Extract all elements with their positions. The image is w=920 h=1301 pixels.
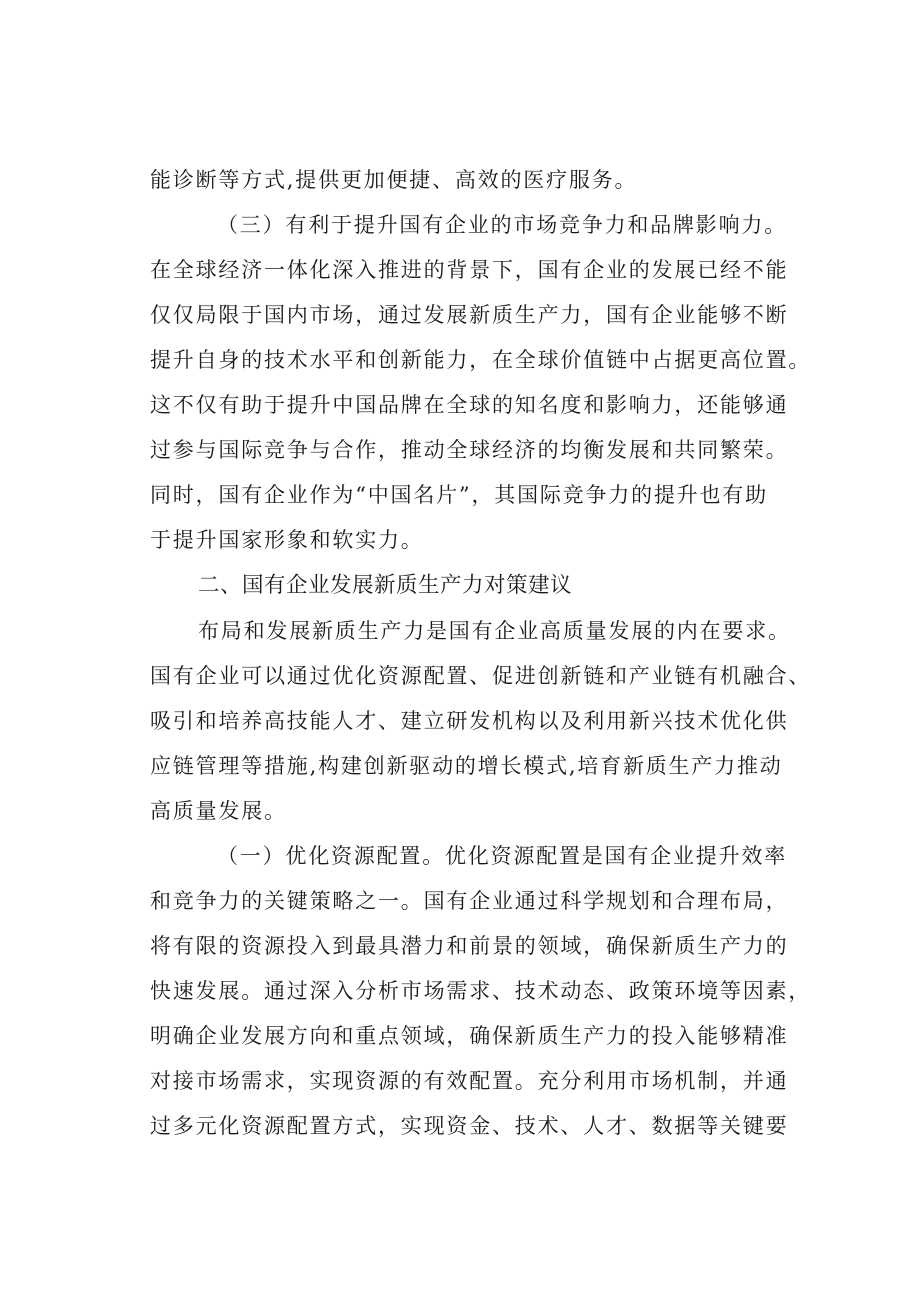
section-heading-3: （三）有利于提升国有企业的市场竞争力和品牌影响力。 [217,213,787,237]
text-line: 这不仅有助于提升中国品牌在全球的知名度和影响力，还能够通 [150,393,789,417]
text-line: 仅仅局限于国内市场，通过发展新质生产力，国有企业能够不断 [150,303,789,327]
text-line: 明确企业发展方向和重点领域，确保新质生产力的投入能够精准 [150,1024,789,1048]
text-line: 高质量发展。 [150,799,287,823]
text-line: 应链管理等措施,构建创新驱动的增长模式,培育新质生产力推动 [150,754,783,778]
text-line: 国有企业可以通过优化资源配置、促进创新链和产业链有机融合、 [150,664,812,688]
section-heading-1: （一）优化资源配置。优化资源配置是国有企业提升效率 [217,844,787,868]
text-line: 同时，国有企业作为“中国名片”，其国际竞争力的提升也有助 [150,483,768,507]
text-line: 能诊断等方式,提供更加便捷、高效的医疗服务。 [150,168,638,192]
text-line: 将有限的资源投入到最具潜力和前景的领域，确保新质生产力的 [150,934,789,958]
chapter-heading: 二、国有企业发展新质生产力对策建议 [198,573,573,598]
text-line: 提升自身的技术水平和创新能力，在全球价值链中占据更高位置。 [150,348,812,372]
text-line: 和竞争力的关键策略之一。国有企业通过科学规划和合理布局， [150,889,789,913]
text-line: 快速发展。通过深入分析市场需求、技术动态、政策环境等因素， [150,979,812,1003]
text-line: 在全球经济一体化深入推进的背景下，国有企业的发展已经不能 [150,258,789,282]
text-line: 吸引和培养高技能人才、建立研发机构以及利用新兴技术优化供 [150,709,789,733]
text-line: 过参与国际竞争与合作，推动全球经济的均衡发展和共同繁荣。 [150,438,789,462]
text-line: 布局和发展新质生产力是国有企业高质量发展的内在要求。 [198,619,791,643]
text-line: 对接市场需求，实现资源的有效配置。充分利用市场机制，并通 [150,1069,789,1093]
text-line: 过多元化资源配置方式，实现资金、技术、人才、数据等关键要 [150,1114,789,1138]
text-line: 于提升国家形象和软实力。 [150,528,424,552]
